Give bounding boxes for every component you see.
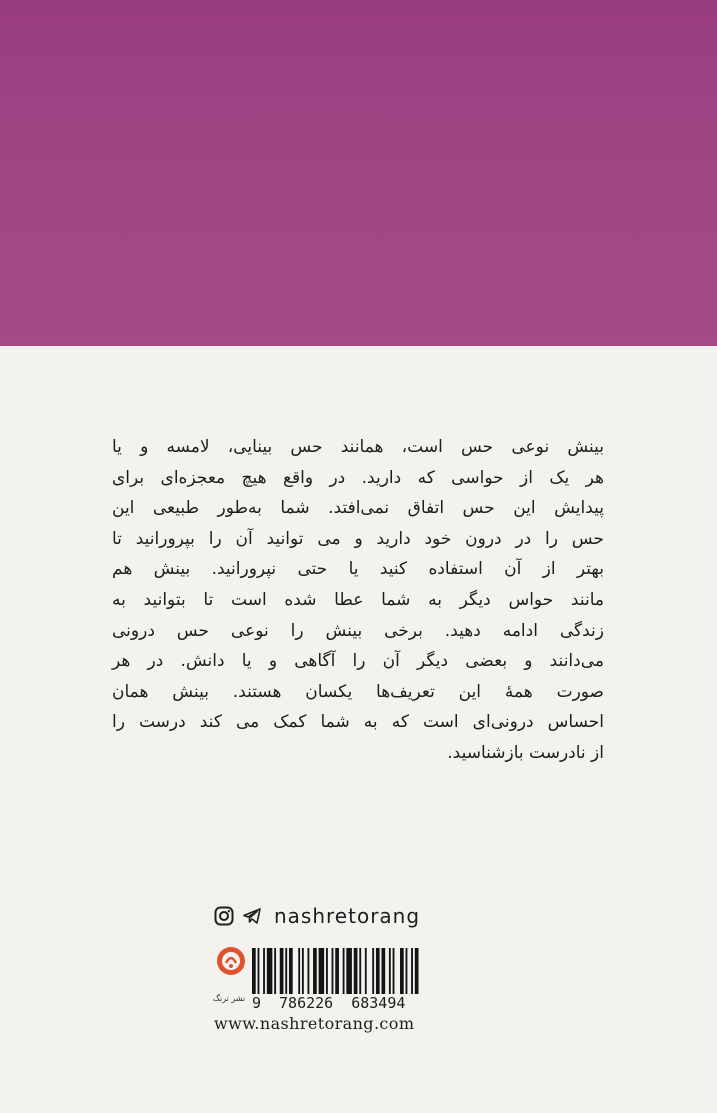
- isbn-number: [252, 994, 405, 1012]
- isbn-prefix: 9: [252, 994, 262, 1012]
- social-handle: nashretorang: [274, 904, 421, 928]
- isbn-group-right: 683494: [351, 994, 406, 1012]
- blurb-line: می‌دانند و بعضی دیگر آن را آگاهی و یا دانش. در هر: [112, 651, 604, 672]
- blurb-line: بهتر از آن استفاده کنید یا حتی نپرورانید. بینش هم: [112, 559, 604, 580]
- isbn-barcode: [250, 946, 430, 996]
- blurb-line: هر یک از حواسی که دارید. در واقع هیچ معجزه‌ای برای: [112, 467, 604, 488]
- blurb-line: مانند حواس دیگر به شما عطا شده است تا بتوانید به: [112, 589, 604, 610]
- blurb-line: حس را در درون خود دارید و می توانید آن را بپرورانید تا: [112, 528, 604, 549]
- blurb-line: صورت همهٔ این تعریف‌ها یکسان هستند. بینش همان: [112, 681, 604, 702]
- back-cover-blurb: [112, 432, 604, 769]
- blurb-line: زندگی ادامه دهید. برخی بینش را نوعی حس درونی: [112, 620, 604, 641]
- blurb-line: احساس درونی‌ای است که به شما کمک می کند درست را: [112, 712, 604, 733]
- instagram-icon[interactable]: [214, 906, 234, 926]
- social-handle-row: [214, 903, 420, 929]
- isbn-group-left: 786226: [279, 994, 334, 1012]
- cover-color-band: [0, 0, 717, 346]
- blurb-line: پیدایش این حس اتفاق نمی‌افتد. شما به‌طور طبیعی این: [112, 498, 604, 519]
- blurb-line: از نادرست بازشناسید.: [447, 742, 604, 763]
- blurb-line: بینش نوعی حس است، همانند حس بینایی، لامسه و یا: [112, 437, 604, 457]
- publisher-name: نشر ترنگ: [212, 994, 246, 1003]
- publisher-website[interactable]: www.nashretorang.com: [214, 1014, 415, 1033]
- telegram-icon[interactable]: [242, 906, 262, 926]
